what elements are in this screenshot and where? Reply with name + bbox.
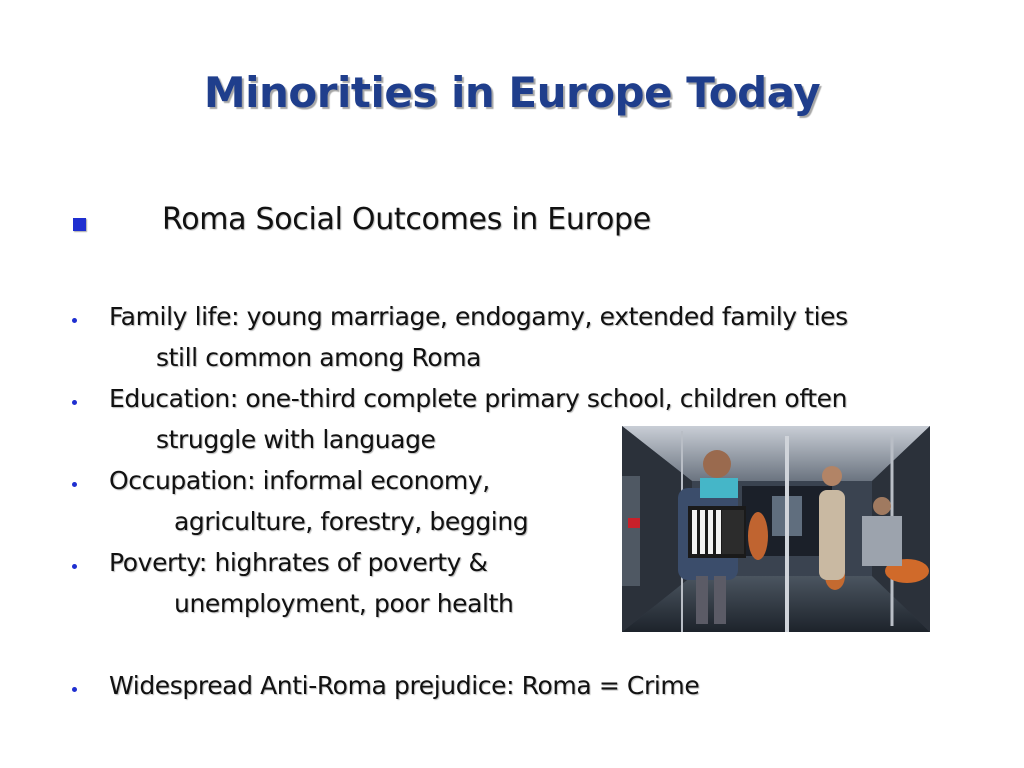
- bullet-poverty-line1: Poverty: highrates of poverty &: [109, 548, 488, 577]
- bullet-dot-icon: [72, 482, 77, 487]
- bullet-education-line2: struggle with language: [156, 425, 436, 454]
- bullet-dot-icon: [72, 687, 77, 692]
- subheading: Roma Social Outcomes in Europe: [162, 202, 651, 237]
- bullet-occupation-line2: agriculture, forestry, begging: [174, 507, 529, 536]
- bullet-occupation-line1: Occupation: informal economy,: [109, 466, 490, 495]
- bullet-prejudice-line1: Widespread Anti-Roma prejudice: Roma = Crime: [109, 671, 700, 700]
- accordion-player-photo: [622, 426, 930, 632]
- square-bullet-icon: [73, 218, 86, 231]
- slide-title: Minorities in Europe Today: [203, 68, 821, 117]
- bullet-dot-icon: [72, 400, 77, 405]
- bullet-dot-icon: [72, 564, 77, 569]
- bullet-family-line2: still common among Roma: [156, 343, 482, 372]
- bullet-poverty-line2: unemployment, poor health: [174, 589, 514, 618]
- bullet-dot-icon: [72, 318, 77, 323]
- bullet-education-line1: Education: one-third complete primary school, children often: [109, 384, 848, 413]
- bullet-family-line1: Family life: young marriage, endogamy, extended family ties: [109, 302, 848, 331]
